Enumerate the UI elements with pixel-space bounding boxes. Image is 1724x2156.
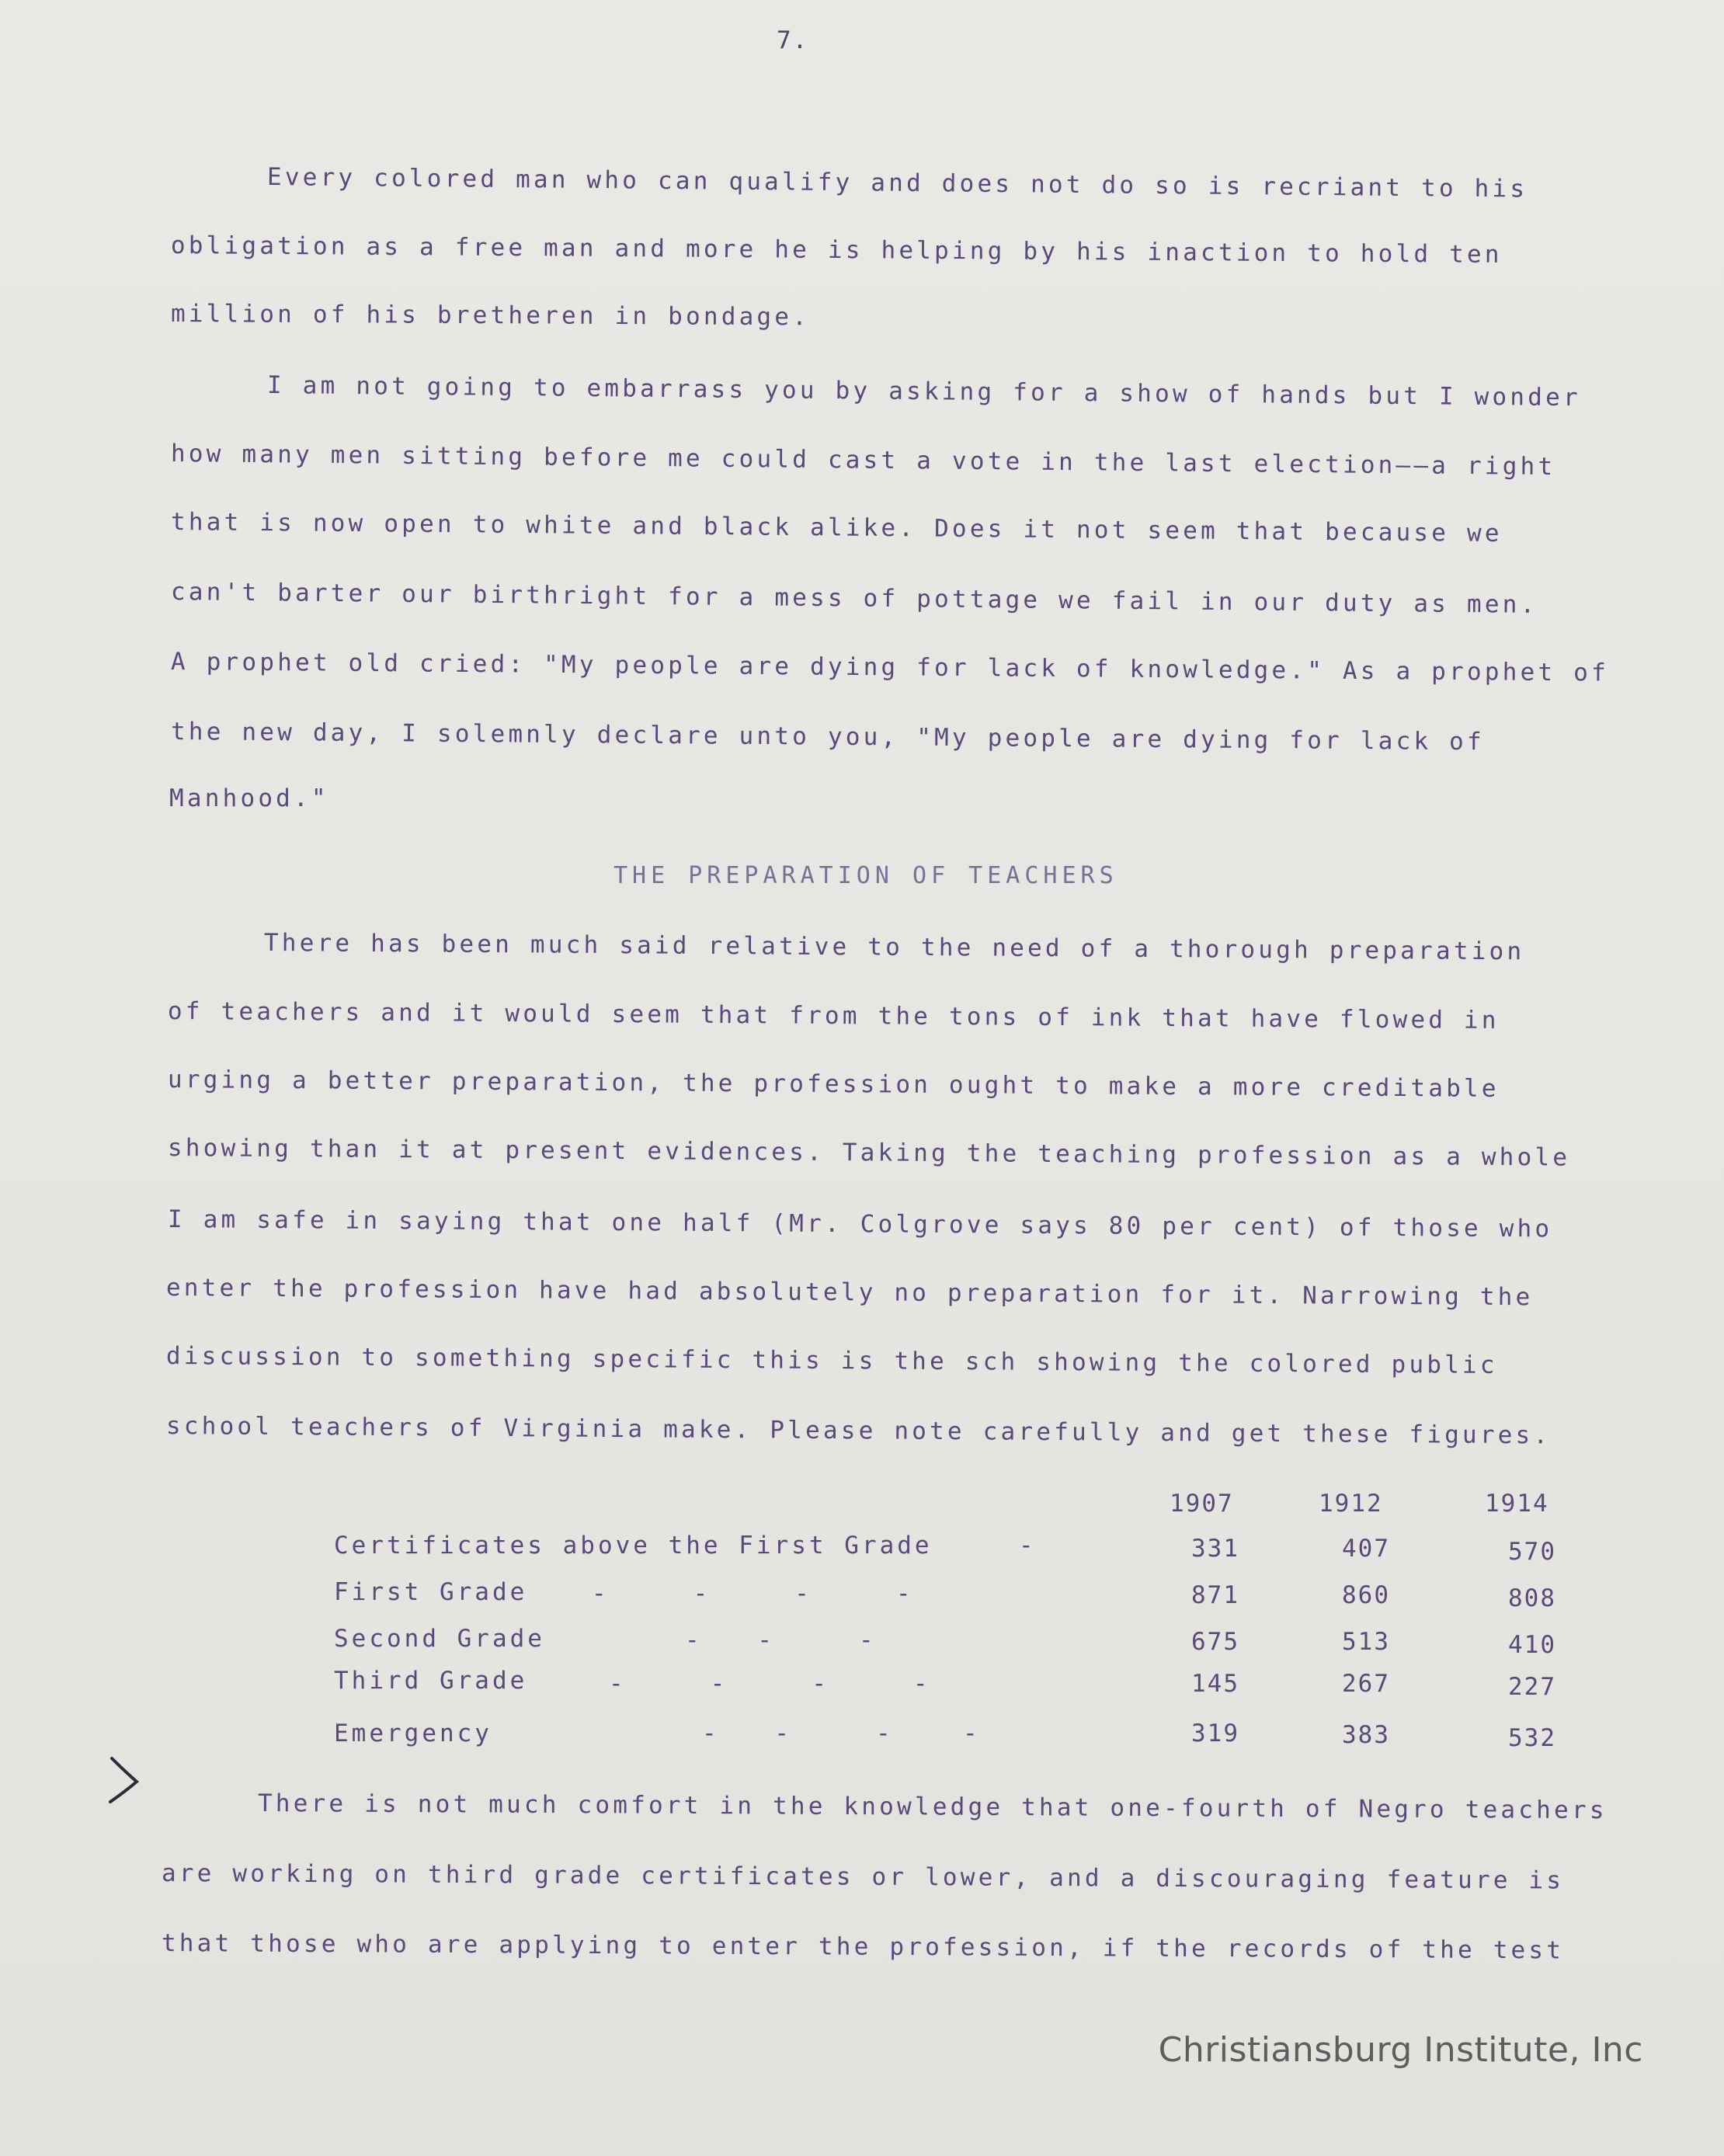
section-heading: THE PREPARATION OF TEACHERS [613,862,1118,889]
table-cell: 331 [1191,1535,1239,1563]
paragraph-line: can't barter our birthright for a mess of pottage we fail in our duty as men. [170,578,1538,619]
paragraph-line: I am safe in saying that one half (Mr. Colgrove says 80 per cent) of those who [167,1205,1553,1243]
table-cell: 407 [1342,1535,1390,1563]
paragraph-line: There has been much said relative to the need of a thorough preparation [263,929,1525,966]
table-cell: 871 [1191,1581,1239,1609]
paragraph-line: showing than it at present evidences. Taking the teaching profession as a whole [167,1134,1571,1172]
year-header: 1912 [1319,1490,1383,1518]
table-cell: 860 [1342,1581,1390,1609]
year-header: 1914 [1485,1490,1549,1518]
table-cell: 808 [1508,1584,1556,1612]
table-cell: 570 [1508,1538,1556,1566]
table-row-label: Third Grade [334,1667,528,1695]
table-cell: 513 [1342,1628,1390,1656]
paragraph-line: the new day, I solemnly declare unto you, "My people are dying for lack of [170,718,1485,756]
table-row-label: First Grade [334,1578,528,1606]
paragraph-line: discussion to something specific this is the sch showing the colored public [165,1342,1498,1379]
paragraph-line: obligation as a free man and more he is helping by his inaction to hold ten [170,231,1503,269]
leader-dashes: - - - - [592,1580,911,1608]
table-cell: 532 [1508,1724,1556,1752]
table-cell: 383 [1342,1721,1390,1749]
table-cell: 227 [1508,1673,1556,1701]
paragraph-line: how many men sitting before me could cast a vote in the last election——a right [170,440,1556,482]
page-number: 7. [777,26,809,54]
table-cell: 410 [1508,1631,1556,1659]
leader-dashes: - - - [685,1626,874,1654]
table-row-label: Certificates above the First Grade [334,1532,933,1560]
paragraph-line: of teachers and it would seem that from the tons of ink that have flowed in [167,997,1500,1035]
table-cell: 267 [1342,1670,1390,1698]
leader-dashes: - - - - [609,1670,928,1698]
paragraph-line: urging a better preparation, the profession ought to make a more creditable [167,1066,1500,1103]
paragraph-line: school teachers of Virginia make. Please note carefully and get these figures. [165,1412,1552,1450]
paragraph-line: that is now open to white and black alike. Does it not seem that because we [170,508,1503,548]
paragraph-line: There is not much comfort in the knowledge that one-fourth of Negro teachers [257,1789,1608,1825]
year-header: 1907 [1170,1490,1234,1518]
table-row-label: Second Grade [334,1625,545,1653]
table-row-label: Emergency [334,1720,492,1747]
watermark: Christiansburg Institute, Inc [1158,2030,1643,2070]
paragraph-line: Manhood." [169,784,329,812]
margin-check-mark [107,1754,146,1808]
paragraph-line: million of his bretheren in bondage. [170,300,811,332]
leader-dashes: - [1019,1532,1034,1560]
paragraph-line: are working on third grade certificates or lower, and a discouraging feature is [161,1859,1565,1895]
paragraph-line: enter the profession have had absolutely no preparation for it. Narrowing the [165,1274,1534,1312]
paragraph-line: A prophet old cried: "My people are dying for lack of knowledge." As a prophet of [170,648,1610,687]
table-cell: 145 [1191,1670,1239,1698]
table-cell: 319 [1191,1720,1239,1747]
table-cell: 675 [1191,1628,1239,1656]
leader-dashes: - - - - [702,1720,978,1747]
paragraph-line: Every colored man who can qualify and does not do so is recriant to his [266,163,1528,203]
paragraph-line: that those who are applying to enter the profession, if the records of the test [161,1929,1565,1965]
paragraph-line: I am not going to embarrass you by asking for a show of hands but I wonder [266,371,1582,412]
